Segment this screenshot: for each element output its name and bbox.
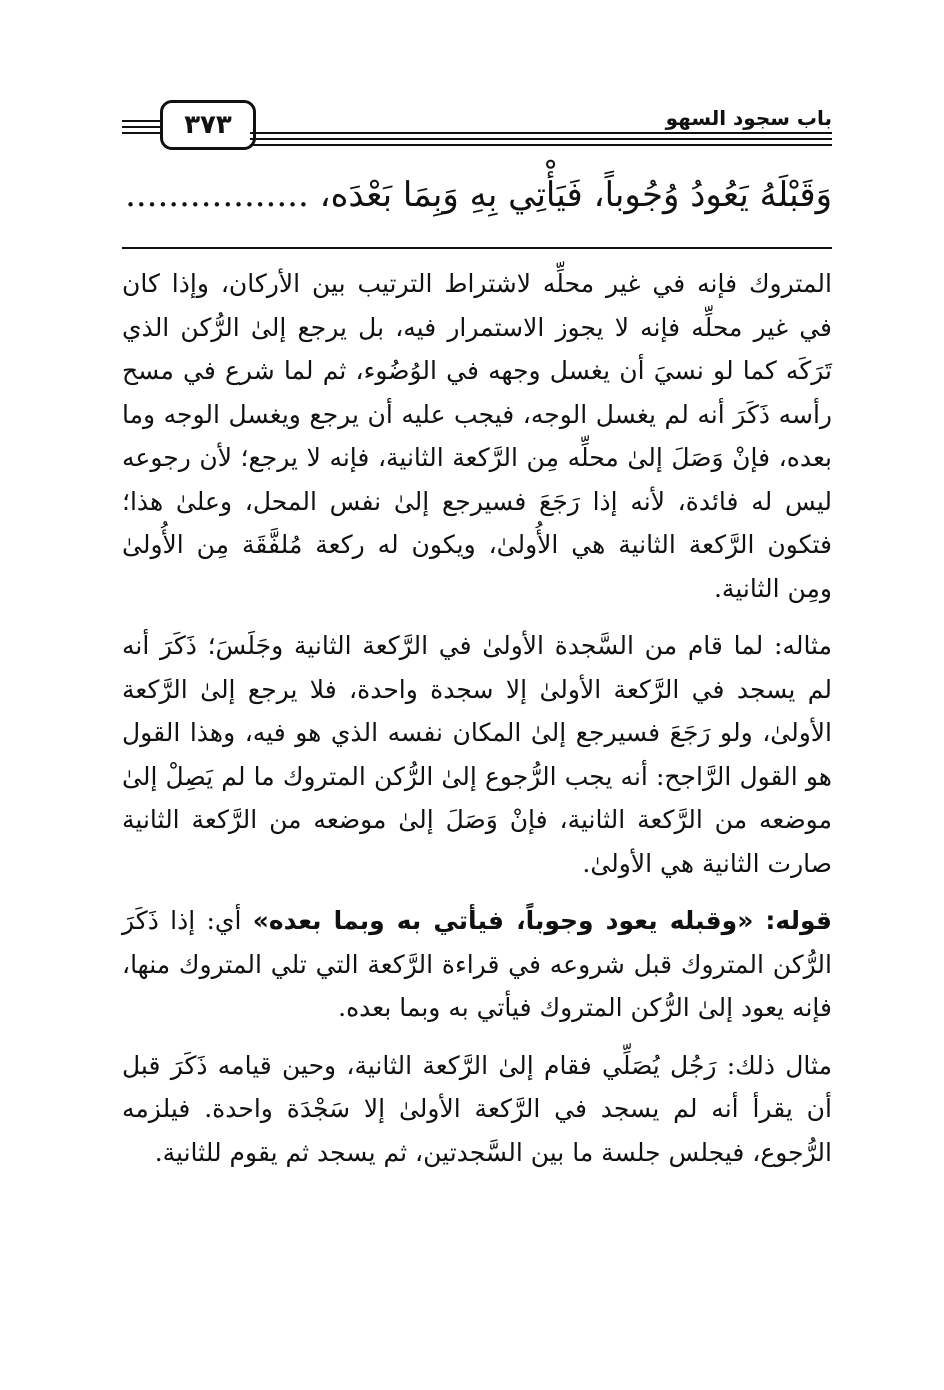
chapter-title: باب سجود السهو [665,106,832,130]
paragraph-3 [122,899,832,1030]
quoted-matn-bold: قوله: «وقبله يعود وجوباً، فيأتي به وبما بعده» [252,906,832,935]
commentary-body [122,262,832,1188]
matn-text: وَقَبْلَهُ يَعُودُ وُجُوباً، فَيَأْتِي بِهِ وَبِمَا بَعْدَه، [319,175,832,215]
matn-dots: ................. [125,175,309,215]
paragraph-4: مثال ذلك: رَجُل يُصَلِّي فقام إلىٰ الرَّكعة الثانية، وحين قيامه ذَكَرَ قبل أن يقرأ أنه لم يسجد في الرَّكعة الأولىٰ إلا سَجْدَة واحدة. فيلزمه الرُّجوع، فيجلس جلسة ما بين السَّجدتين، ثم يسجد ثم يقوم للثانية. [122,1050,832,1167]
paragraph-1: المتروك فإنه في غير محلِّه لاشتراط الترتيب بين الأركان، وإذا كان في غير محلِّه فإنه لا يجوز الاستمرار فيه، بل يرجع إلىٰ الرُّكن الذي تَرَكَه كما لو نسيَ أن يغسل وجهه في الوُضُوء، ثم لما شرع في مسح رأسه ذَكَرَ أنه لم يغسل الوجه، فيجب عليه أن يرجع ويغسل الوجه وما بعده، فإنْ وَصَلَ إلىٰ محلِّه مِن الرَّكعة الثانية، فإنه لا يرجع؛ لأن رجوعه ليس له فائدة، لأنه إذا رَجَعَ فسيرجع إلىٰ نفس المحل، وعلىٰ هذا؛ فتكون الرَّكعة الثانية هي الأُولىٰ، ويكون له ركعة مُلفَّقَة مِن الأُولىٰ ومِن الثانية. [122,269,832,603]
page-number: ٣٧٣ [160,100,256,150]
header-rule-right-middle [250,138,832,140]
paragraph-3-text: أي: إذا ذَكَرَ الرُّكن المتروك قبل شروعه في قراءة الرَّكعة التي تلي المتروك منها، فإنه يعود إلىٰ الرُّكن المتروك فيأتي به وبما بعده. [122,906,832,1022]
header-rule-right-top [250,132,832,134]
paragraph-2: مثاله: لما قام من السَّجدة الأولىٰ في الرَّكعة الثانية وجَلَسَ؛ ذَكَرَ أنه لم يسجد في الرَّكعة الأولىٰ إلا سجدة واحدة، فلا يرجع إلىٰ الرَّكعة الأولىٰ، ولو رَجَعَ فسيرجع إلىٰ المكان نفسه الذي هو فيه، وهذا القول هو القول الرَّاجح: أنه يجب الرُّجوع إلىٰ الرُّكن المتروك ما لم يَصِلْ إلىٰ موضعه من الرَّكعة الثانية، فإنْ وَصَلَ إلىٰ موضعه من الرَّكعة الثانية صارت الثانية هي الأولىٰ. [122,631,832,878]
matn-line [122,165,832,225]
footnote-separator [122,247,832,249]
page-header [122,100,832,158]
header-rule-right-bottom [250,144,832,146]
